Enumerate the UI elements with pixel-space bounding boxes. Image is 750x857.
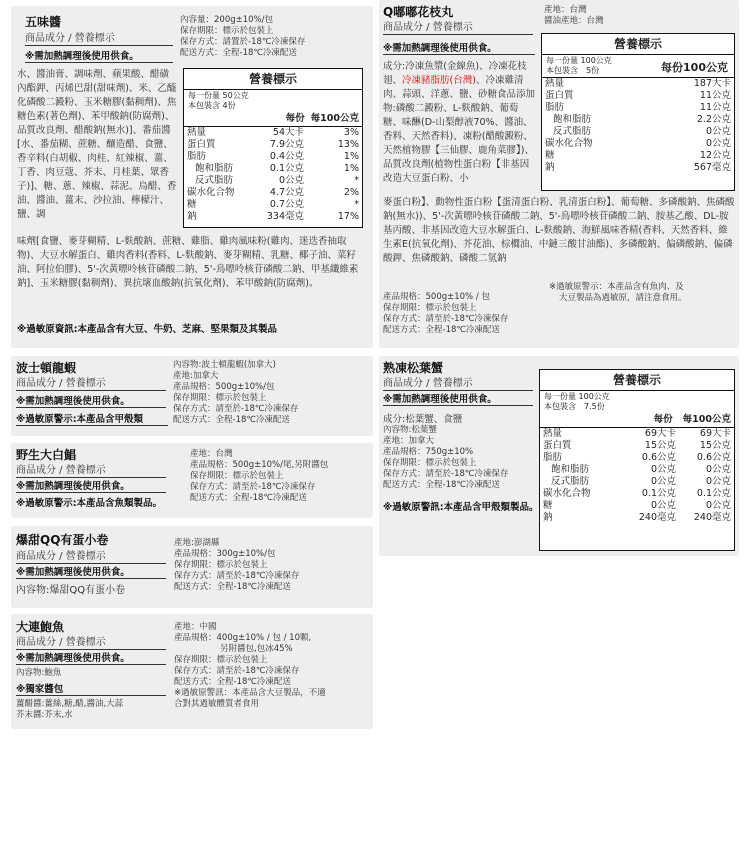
heating-warning: ※需加熱調理後使用供食。: [16, 396, 166, 408]
nutrition-title: 營養標示: [184, 69, 362, 90]
product-info: 產品規格：500g±10% / 包 保存期限：標示於包裝上 保存方式：請至於-18℃冷凍保存 配送方式：全程-18℃冷凍配送: [383, 292, 509, 335]
nutrition-table: 營養標示 每一份量 100公克 本包裝含 7.5份 每份 每100公克 熱量 69大卡 69大卡 蛋白質 15公克 15公克 脂肪 0.6公克 0.6公克 飽和脂肪 0公克 0公克 反式脂肪 0公克 0公克 碳水化合物 0.1公克 0.1公克 糖 0公克 0公克 鈉 240毫克 240毫克: [539, 369, 735, 551]
nutrition-row: 糖 0.7公克 *: [187, 199, 359, 210]
nutrition-title: 營養標示: [542, 34, 734, 55]
nutrition-row: 蛋白質 15公克 15公克: [543, 440, 731, 451]
nutrition-row: 反式脂肪 0公克 0公克: [551, 476, 731, 487]
nutrition-row: 飽和脂肪 0.1公克 1%: [195, 163, 359, 174]
product-name: Q嘟嘟花枝丸: [383, 5, 454, 19]
product-name: 波士頓龍蝦: [16, 361, 77, 375]
nutrition-row: 糖 0公克 0公克: [543, 500, 731, 511]
product-card-snow-crab: [379, 356, 739, 556]
nutrition-row: 脂肪 0.6公克 0.6公克: [543, 452, 731, 463]
product-info: 內容物:波士頓龍蝦(加拿大) 產地:加拿大 產品規格：500g±10%/包 保存期限：標示於包裝上 保存方式：請至於-18℃冷凍保存 配送方式：全程-18℃冷凍配送: [173, 360, 299, 425]
nutrition-row: 飽和脂肪 0公克 0公克: [551, 464, 731, 475]
nutrition-row: 蛋白質 11公克: [545, 90, 731, 101]
allergy-info: ※過敏原警示：本產品含有魚肉、及 大豆製品為過敏原，請注意食用。: [549, 282, 687, 303]
sauce-title: ※獨家醬包: [16, 684, 166, 696]
nutrition-table: 營養標示 每一份量 50公克 本包裝含 4份 每份 每100公克 熱量 54大卡 3% 蛋白質 7.9公克 13% 脂肪 0.4公克 1% 飽和脂肪 0.1公克 1% 反式脂肪 0公克 * 碳水化合物 4.7公克 2% 糖 0.7公克 * 鈉 334毫克 17%: [183, 68, 363, 228]
product-card-pomfret: [11, 443, 373, 518]
heating-warning: ※需加熱調理後使用供食。: [25, 51, 173, 63]
product-name: 五味醬: [25, 15, 62, 29]
product-info: 成分:松葉蟹、食鹽 內容物:松葉蟹 產地：加拿大 產品規格：750g±10% 保存期限：標示於包裝上 保存方式：請至於-18℃冷凍保存 配送方式：全程-18℃冷凍配送: [383, 414, 509, 490]
heating-warning: ※需加熱調理後使用供食。: [383, 43, 535, 55]
highlight-red: 冷凍豬脂肪(台灣): [402, 75, 476, 86]
product-name: 爆甜QQ有蛋小卷: [16, 533, 109, 547]
ingredients-main: 成分:冷凍魚漿(金線魚)、冷凍花枝翅、冷凍豬脂肪(台灣)、冷凍雞清肉、蒜頭、洋蔥、鹽、砂糖食品添加物:磷酸二澱粉、L-麩酸鈉、葡萄糖、味醂(D-山梨醇液70%、醬油、香料、天然香料)、凍粉(醋酸澱粉、天然植物膠【三仙膠、鹿角菜膠】)、品質改良劑(植物性蛋白粉【非基因改造大豆蛋白粉、小: [383, 61, 536, 184]
ingredients-top: 水、醬油膏、調味劑、蘋果酸、醋磺內酯鉀、丙烯巴甜(甜味劑)、米、乙醯化磷酸二澱粉、玉米糖膠(黏稠劑)、焦糖色素(著色劑)、苯甲酸鈉(防腐劑)、品質改良劑、醋酸鈉(無水)]、番茄醬[水、番茄糊、蔗糖、釀造醋、食鹽、香辛料(白胡椒、肉桂、紅辣椒、薑、丁香、肉豆蔻、芥末、月桂葉、眾香子)]、糖、蔥、辣椒、蒜泥、烏醋、香油、醬油、薑末、沙拉油、檸檬汁、鹽、調: [17, 69, 177, 220]
nutrition-row: 反式脂肪 0公克: [553, 126, 731, 137]
origin-info: 產地：台灣 醬油產地：台灣: [544, 5, 604, 26]
contents: 內容物:鮑魚: [16, 668, 62, 678]
heating-warning: ※需加熱調理後使用供食。: [383, 394, 533, 406]
product-subtitle: 商品成分 / 營養標示: [383, 22, 533, 35]
nutrition-row: 反式脂肪 0公克 *: [195, 175, 359, 186]
nutrition-row: 鈉 240毫克 240毫克: [543, 512, 731, 523]
allergy-info: ※過敏原警示:本產品含甲殼類: [16, 414, 168, 426]
nutrition-row: 脂肪 11公克: [545, 102, 731, 113]
nutrition-row: 熱量 69大卡 69大卡: [543, 428, 731, 439]
contents: 內容物:爆甜QQ有蛋小卷: [16, 585, 126, 596]
ingredients-bottom: 味劑[食鹽、麥芽糊精、L-麩酸鈉、蔗糖、雞脂、雞肉風味粉(雞肉、迷迭香抽取物)、大豆水解蛋白、雞肉香料(香料、L-麩酸鈉、麥芽糊精、乳糖、椰子油、菜籽油、阿拉伯膠)、5'-次黃嘌呤核苷磷酸二鈉、5'-鳥嘌呤核苷磷酸二鈉、甲基纖維素鈉]、玉米糖膠(黏稠劑)、異抗壞血酸鈉(抗氧化劑)、苯甲酸鈉(防腐劑)。: [17, 236, 359, 289]
nutrition-row: 蛋白質 7.9公克 13%: [187, 139, 359, 150]
nutrition-title: 營養標示: [540, 370, 734, 391]
product-subtitle: 商品成分 / 營養標示: [25, 33, 173, 46]
nutrition-row: 碳水化合物 0公克: [545, 138, 731, 149]
product-info: 產地:澎湖縣 產品規格：300g±10%/包 保存期限：標示於包裝上 保存方式：請至於-18℃冷凍保存 配送方式：全程-18℃冷凍配送: [174, 538, 300, 592]
product-card-abalone: [11, 614, 373, 729]
nutrition-row: 熱量 54大卡 3%: [187, 127, 359, 138]
nutrition-row: 飽和脂肪 2.2公克: [553, 114, 731, 125]
heating-warning: ※需加熱調理後使用供食。: [16, 567, 166, 579]
product-subtitle: 商品成分 / 營養標示: [16, 637, 166, 650]
product-info: 產地：中國 產品規格：400g±10% / 包 / 10顆, 另附醬包,包冰45% 保存期限：標示於包裝上 保存方式：請至於-18℃冷凍保存 配送方式：全程-18℃冷凍配送 ※過敏原警訊：本產品含大豆製品，不適 合對其過敏體質者食用: [174, 622, 326, 709]
product-name: 大連鮑魚: [16, 620, 65, 634]
product-subtitle: 商品成分 / 營養標示: [383, 378, 533, 391]
product-subtitle: 商品成分 / 營養標示: [16, 465, 166, 478]
nutrition-row: 糖 12公克: [545, 150, 731, 161]
product-info: 產地：台灣 產品規格：500g±10%/尾,另附醬包 保存期限：標示於包裝上 保存方式：請至於-18℃冷凍保存 配送方式：全程-18℃冷凍配送: [190, 449, 329, 503]
allergy-info: ※過敏原警示:本產品含魚類製品。: [16, 498, 163, 509]
heating-warning: ※需加熱調理後使用供食。: [16, 653, 166, 665]
product-info: 內容量：200g±10%/包 保存期限：標示於包裝上 保存方式：請置於-18℃冷凍保存 配送方式：全程-18℃冷凍配送: [180, 15, 306, 58]
ingredients-cont: 麥蛋白粉】、動物性蛋白粉【蛋清蛋白粉、乳清蛋白粉】、葡萄糖、多磷酸鈉、焦磷酸鈉(無水))、5'-次黃嘌呤核苷磷酸二鈉、5'-鳥嘌呤核苷磷酸二鈉、胺基乙酸、DL-胺基丙酸、非基因改造大豆水解蛋白、L-麩酸鈉、海鮮風味香精(香料、天然香料、維生素E(抗氧化劑)、芥花油、棕櫚油、中鏈三酸甘油酯)、多磷酸鈉、偏磷酸鈉、偏磷酸鉀、焦磷酸鈉、磷酸二氫鈉: [383, 197, 735, 264]
nutrition-table: 營養標示 每一份量 100公克 本包裝含 5份 每份100公克 熱量 187大卡 蛋白質 11公克 脂肪 11公克 飽和脂肪 2.2公克 反式脂肪 0公克 碳水化合物 0公克 糖 12公克 鈉 567毫克: [541, 33, 735, 191]
product-subtitle: 商品成分 / 營養標示: [16, 551, 166, 564]
product-card-wuwei-sauce: [11, 6, 373, 348]
allergy-info: ※過敏原警訊:本產品含甲殼類製品。: [383, 502, 539, 513]
nutrition-row: 碳水化合物 4.7公克 2%: [187, 187, 359, 198]
product-name: 野生大白鯧: [16, 448, 77, 462]
nutrition-row: 鈉 334毫克 17%: [187, 211, 359, 222]
product-card-squid-roll: [11, 526, 373, 608]
sauce-lines: 薑醋醬:薑絲,糖,醋,醬油,大蒜 芥末醬:芥末,水: [16, 699, 124, 720]
allergy-info: ※過敏原資訊:本產品含有大豆、牛奶、芝麻、堅果類及其製品: [17, 324, 278, 335]
product-card-lobster: [11, 356, 373, 436]
nutrition-row: 鈉 567毫克: [545, 162, 731, 173]
nutrition-row: 脂肪 0.4公克 1%: [187, 151, 359, 162]
product-name: 熟凍松葉蟹: [383, 361, 444, 375]
nutrition-row: 熱量 187大卡: [545, 78, 731, 89]
heating-warning: ※需加熱調理後使用供食。: [16, 481, 166, 493]
product-subtitle: 商品成分 / 營養標示: [16, 378, 166, 391]
nutrition-row: 碳水化合物 0.1公克 0.1公克: [543, 488, 731, 499]
product-card-squid-ball: [379, 0, 739, 348]
